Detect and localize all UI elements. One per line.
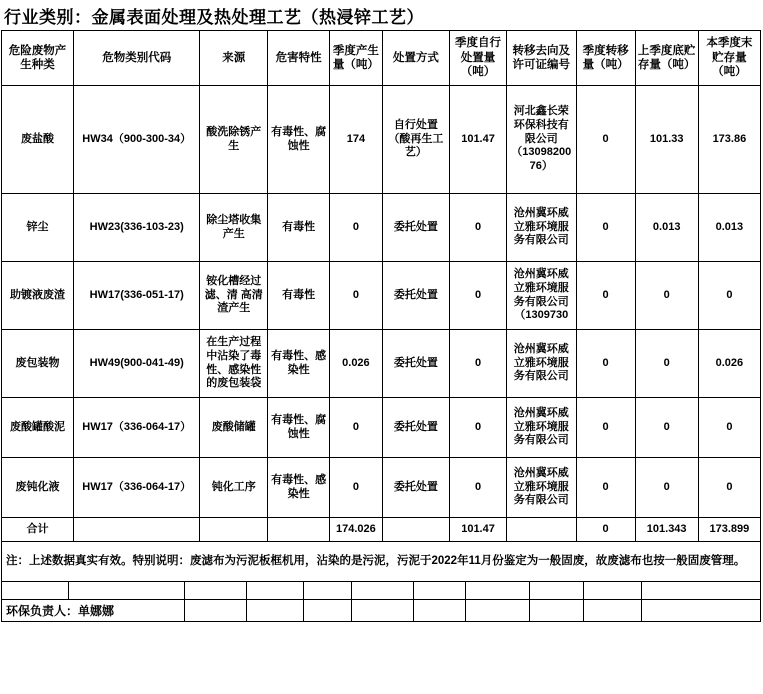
cell-source: 废酸储罐	[200, 398, 268, 458]
header-transfer-target: 转移去向及许可证编号	[506, 31, 576, 86]
grid-divider	[246, 600, 247, 621]
cell-waste-code: HW17（336-064-17）	[73, 458, 200, 518]
cell-end-storage: 173.86	[698, 86, 760, 194]
header-source: 来源	[200, 31, 268, 86]
cell-self-disposal: 101.47	[450, 86, 507, 194]
cell-quarter-output: 0	[330, 262, 382, 330]
cell-hazard-property: 有毒性、感染性	[268, 458, 330, 518]
cell-waste-code: HW23(336-103-23)	[73, 194, 200, 262]
grid-divider	[303, 582, 304, 599]
blank-strip	[1, 582, 761, 600]
cell-quarter-output: 0	[330, 194, 382, 262]
grid-divider	[583, 582, 584, 599]
cell-transfer-amount: 0	[576, 330, 635, 398]
cell-hazard-property: 有毒性	[268, 194, 330, 262]
cell-self-disposal: 0	[450, 330, 507, 398]
cell-total-end-storage: 173.899	[698, 518, 760, 542]
cell-transfer-target: 沧州冀环威立雅环境服务有限公司	[506, 330, 576, 398]
table-row	[2, 330, 761, 398]
header-quarter-output: 季度产生量（吨）	[330, 31, 382, 86]
grid-divider	[413, 600, 414, 621]
cell-waste-type: 废酸罐酸泥	[2, 398, 74, 458]
cell-disposal-method: 自行处置（酸再生工艺）	[382, 86, 450, 194]
header-transfer-amount: 季度转移量（吨）	[576, 31, 635, 86]
cell-self-disposal: 0	[450, 398, 507, 458]
table-header-row	[2, 31, 761, 86]
header-waste-type: 危险废物产生种类	[2, 31, 74, 86]
cell-total-transfer-target	[506, 518, 576, 542]
cell-total-self-disposal: 101.47	[450, 518, 507, 542]
cell-self-disposal: 0	[450, 458, 507, 518]
cell-prev-storage: 0	[635, 262, 698, 330]
environment-officer-row	[1, 600, 761, 622]
cell-total-disposal-method	[382, 518, 450, 542]
grid-divider	[465, 582, 466, 599]
header-self-disposal: 季度自行处置量（吨）	[450, 31, 507, 86]
cell-end-storage: 0.026	[698, 330, 760, 398]
header-disposal-method: 处置方式	[382, 31, 450, 86]
environment-officer-label: 环保负责人：单娜娜	[6, 604, 115, 618]
header-prev-storage: 上季度底贮存量（吨）	[635, 31, 698, 86]
cell-transfer-target: 沧州冀环威立雅环境服务有限公司（1309730	[506, 262, 576, 330]
cell-total-code	[73, 518, 200, 542]
cell-source: 除尘塔收集产生	[200, 194, 268, 262]
cell-transfer-amount: 0	[576, 458, 635, 518]
cell-quarter-output: 174	[330, 86, 382, 194]
cell-end-storage: 0	[698, 398, 760, 458]
cell-self-disposal: 0	[450, 262, 507, 330]
cell-hazard-property: 有毒性、腐蚀性	[268, 86, 330, 194]
cell-transfer-amount: 0	[576, 398, 635, 458]
header-end-storage: 本季度末贮存量（吨）	[698, 31, 760, 86]
cell-quarter-output: 0	[330, 458, 382, 518]
grid-divider	[184, 600, 185, 621]
header-waste-code: 危物类别代码	[73, 31, 200, 86]
header-hazard-property: 危害特性	[268, 31, 330, 86]
cell-source: 酸洗除锈产生	[200, 86, 268, 194]
table-row	[2, 262, 761, 330]
grid-divider	[529, 600, 530, 621]
cell-prev-storage: 101.33	[635, 86, 698, 194]
cell-total-source	[200, 518, 268, 542]
table-row	[2, 86, 761, 194]
cell-prev-storage: 0	[635, 398, 698, 458]
cell-total-quarter-output: 174.026	[330, 518, 382, 542]
cell-waste-type: 助镀液废渣	[2, 262, 74, 330]
cell-total-hazard	[268, 518, 330, 542]
cell-total-label: 合计	[2, 518, 74, 542]
cell-disposal-method: 委托处置	[382, 458, 450, 518]
cell-prev-storage: 0	[635, 458, 698, 518]
table-note	[1, 542, 761, 582]
cell-waste-type: 废盐酸	[2, 86, 74, 194]
grid-divider	[246, 582, 247, 599]
table-row	[2, 398, 761, 458]
cell-quarter-output: 0.026	[330, 330, 382, 398]
page-title: 行业类别：金属表面处理及热处理工艺（热浸锌工艺）	[4, 7, 424, 27]
cell-self-disposal: 0	[450, 194, 507, 262]
cell-disposal-method: 委托处置	[382, 398, 450, 458]
table-total-row	[2, 518, 761, 542]
cell-transfer-amount: 0	[576, 262, 635, 330]
cell-quarter-output: 0	[330, 398, 382, 458]
cell-hazard-property: 有毒性	[268, 262, 330, 330]
cell-transfer-amount: 0	[576, 86, 635, 194]
table-row	[2, 194, 761, 262]
grid-divider	[583, 600, 584, 621]
cell-prev-storage: 0	[635, 330, 698, 398]
cell-source: 钝化工序	[200, 458, 268, 518]
cell-disposal-method: 委托处置	[382, 262, 450, 330]
cell-prev-storage: 0.013	[635, 194, 698, 262]
grid-divider	[465, 600, 466, 621]
cell-disposal-method: 委托处置	[382, 330, 450, 398]
cell-transfer-amount: 0	[576, 194, 635, 262]
cell-waste-type: 废包装物	[2, 330, 74, 398]
cell-hazard-property: 有毒性、腐蚀性	[268, 398, 330, 458]
cell-waste-code: HW49(900-041-49)	[73, 330, 200, 398]
grid-divider	[351, 582, 352, 599]
grid-divider	[641, 600, 642, 621]
cell-waste-code: HW34（900-300-34）	[73, 86, 200, 194]
cell-total-transfer-amount: 0	[576, 518, 635, 542]
cell-waste-code: HW17(336-051-17)	[73, 262, 200, 330]
cell-source: 铵化槽经过滤、清 高清渣产生	[200, 262, 268, 330]
grid-divider	[413, 582, 414, 599]
grid-divider	[351, 600, 352, 621]
cell-source: 在生产过程中沾染了毒性、感染性的废包装袋	[200, 330, 268, 398]
table-note-text: 注：上述数据真实有效。特别说明：废滤布为污泥板框机用，沾染的是污泥，污泥于2022年11月份鉴定为一般固废，故废滤布也按一般固废管理。	[6, 554, 746, 567]
cell-transfer-target: 河北鑫长荣环保科技有限公司（1309820076）	[506, 86, 576, 194]
cell-disposal-method: 委托处置	[382, 194, 450, 262]
grid-divider	[529, 582, 530, 599]
grid-divider	[184, 582, 185, 599]
hazardous-waste-table	[1, 30, 761, 542]
cell-transfer-target: 沧州冀环威立雅环境服务有限公司	[506, 194, 576, 262]
cell-end-storage: 0	[698, 262, 760, 330]
cell-waste-type: 锌尘	[2, 194, 74, 262]
grid-divider	[641, 582, 642, 599]
table-row	[2, 458, 761, 518]
cell-transfer-target: 沧州冀环威立雅环境服务有限公司	[506, 398, 576, 458]
cell-waste-type: 废钝化液	[2, 458, 74, 518]
cell-end-storage: 0	[698, 458, 760, 518]
grid-divider	[68, 582, 69, 599]
cell-end-storage: 0.013	[698, 194, 760, 262]
cell-total-prev-storage: 101.343	[635, 518, 698, 542]
grid-divider	[303, 600, 304, 621]
cell-hazard-property: 有毒性、感染性	[268, 330, 330, 398]
cell-transfer-target: 沧州冀环威立雅环境服务有限公司	[506, 458, 576, 518]
cell-waste-code: HW17（336-064-17）	[73, 398, 200, 458]
